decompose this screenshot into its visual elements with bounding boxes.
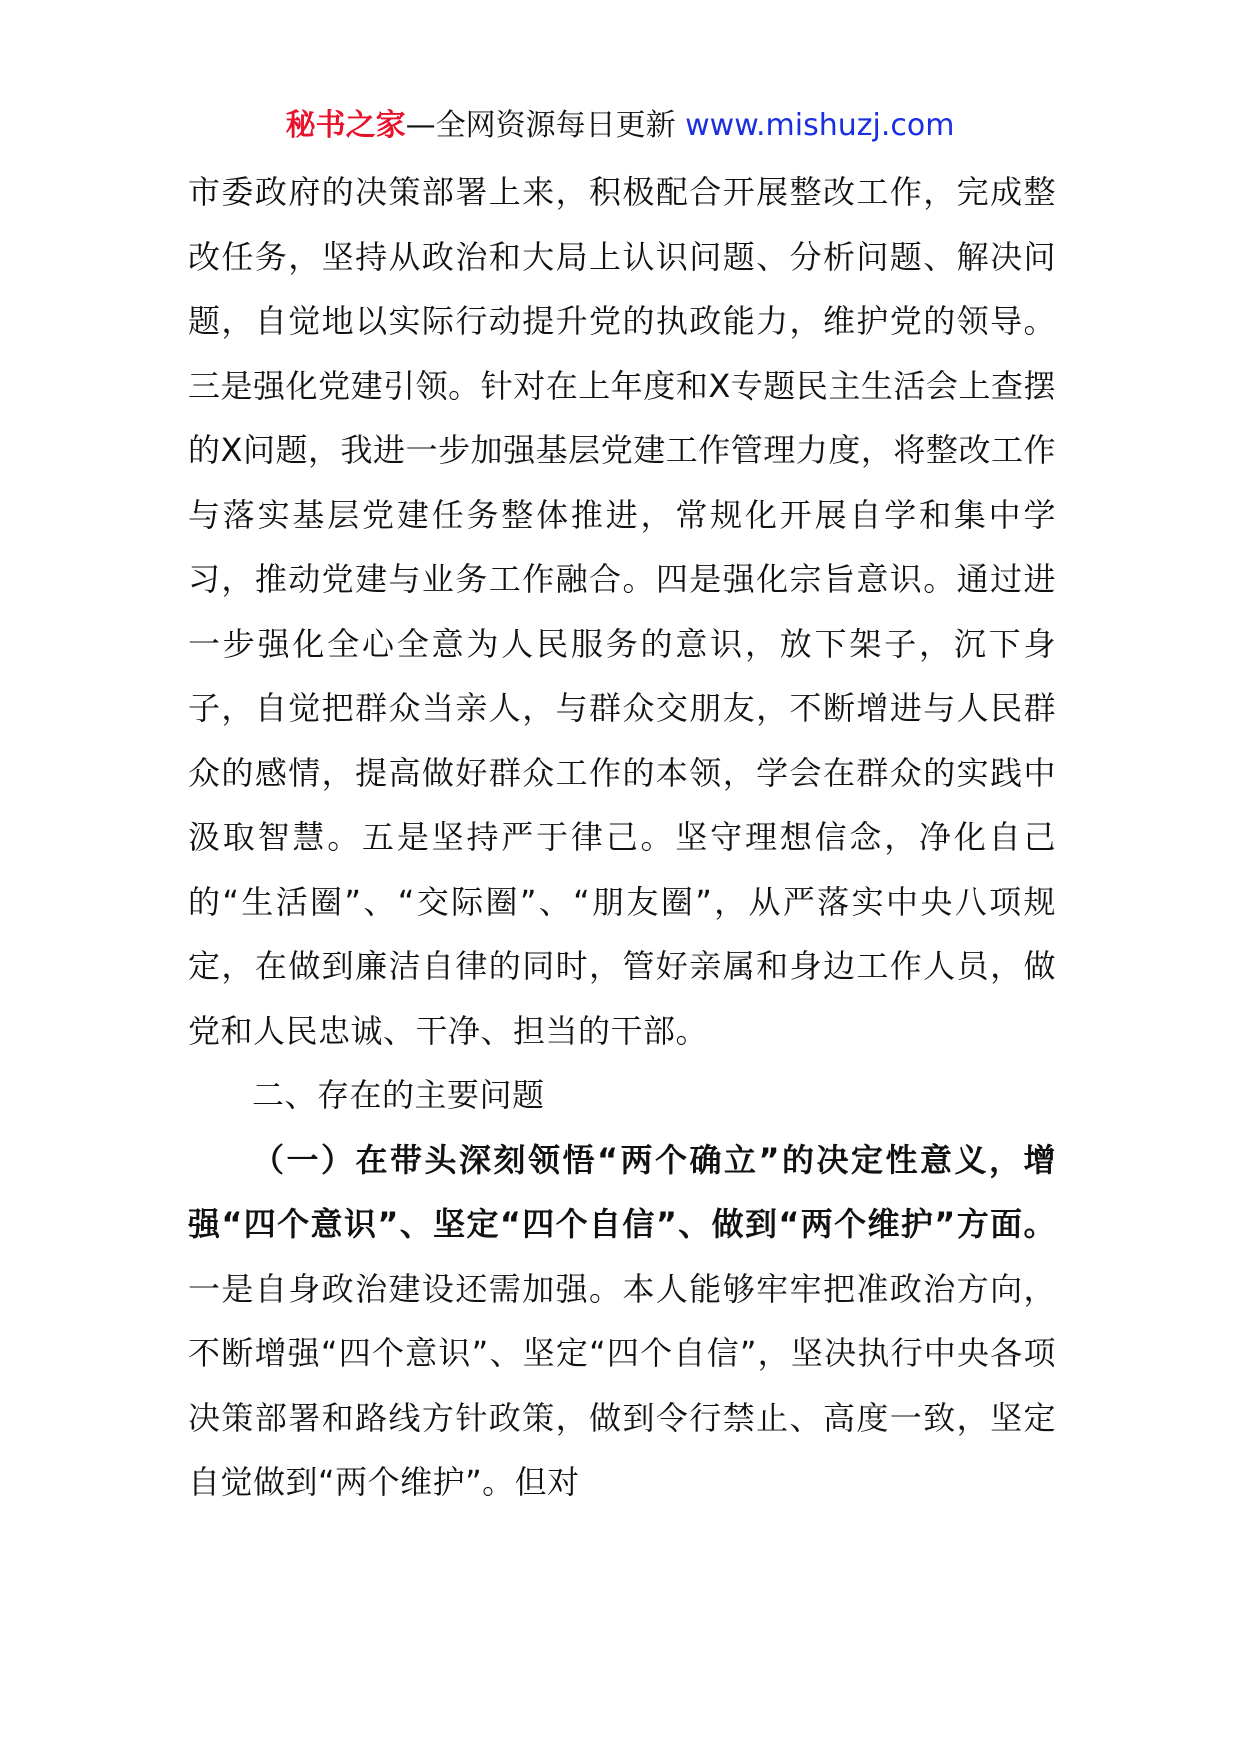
subsection-title: （一）在带头深刻领悟“两个确立”的决定性意义，增强“四个意识”、坚定“四个自信”、做到“两个维护”方面。: [188, 1140, 1056, 1243]
document-body: [188, 160, 1056, 1515]
header-brand: 秘书之家: [285, 108, 406, 143]
header-tagline: —全网资源每日更新: [405, 108, 676, 143]
paragraph-continuation: 市委政府的决策部署上来，积极配合开展整改工作，完成整改任务，坚持从政治和大局上认识问题、分析问题、解决问题，自觉地以实际行动提升党的执政能力，维护党的领导。三是强化党建引领。针对在上年度和X专题民主生活会上查摆的X问题，我进一步加强基层党建工作管理力度，将整改工作与落实基层党建任务整体推进，常规化开展自学和集中学习，推动党建与业务工作融合。四是强化宗旨意识。通过进一步强化全心全意为人民服务的意识，放下架子，沉下身子，自觉把群众当亲人，与群众交朋友，不断增进与人民群众的感情，提高做好群众工作的本领，学会在群众的实践中汲取智慧。五是坚持严于律己。坚守理想信念，净化自己的“生活圈”、“交际圈”、“朋友圈”，从严落实中央八项规定，在做到廉洁自律的同时，管好亲属和身边工作人员，做党和人民忠诚、干净、担当的干部。: [188, 173, 1056, 1050]
header-site-link[interactable]: www.mishuzj.com: [685, 108, 955, 143]
subsection-text: 一是自身政治建设还需加强。本人能够牢牢把准政治方向，不断增强“四个意识”、坚定“四个自信”，坚决执行中央各项决策部署和路线方针政策，做到令行禁止、高度一致，坚定自觉做到“两个维护”。但对: [188, 1269, 1056, 1501]
paragraph-subsection: [188, 1128, 1056, 1515]
section-heading: 二、存在的主要问题: [252, 1076, 545, 1114]
page-header: [0, 98, 1240, 154]
